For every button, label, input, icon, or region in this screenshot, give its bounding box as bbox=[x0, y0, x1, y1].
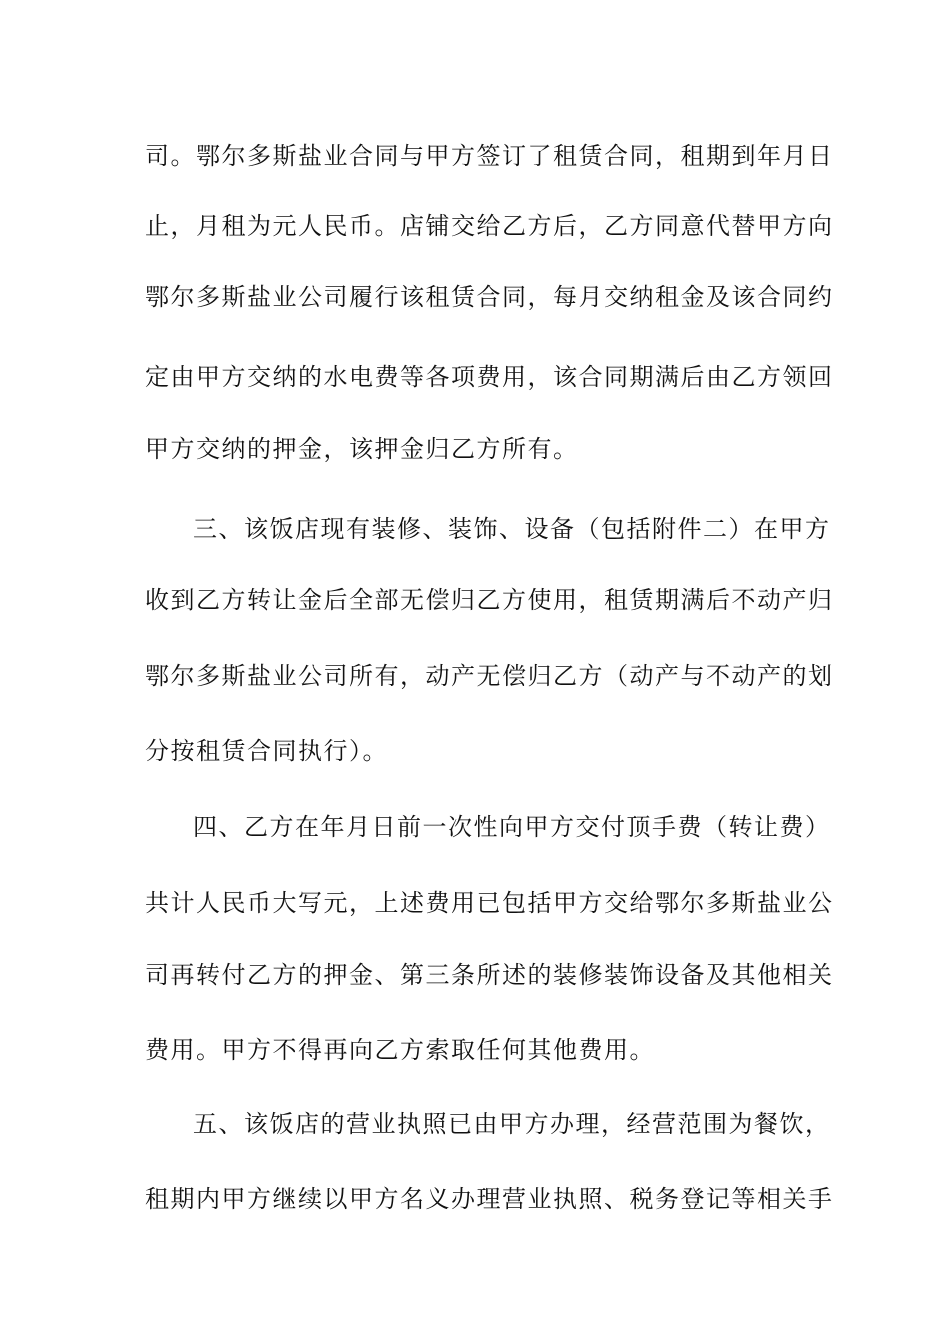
text-line: 司再转付乙方的押金、第三条所述的装修装饰设备及其他相关 bbox=[145, 961, 834, 989]
paragraph-start-line: 五、该饭店的营业执照已由甲方办理，经营范围为餐饮， bbox=[193, 1110, 831, 1138]
text-line: 共计人民币大写元，上述费用已包括甲方交给鄂尔多斯盐业公 bbox=[145, 889, 834, 917]
paragraph-start-line: 三、该饭店现有装修、装饰、设备（包括附件二）在甲方 bbox=[193, 515, 831, 543]
text-line: 甲方交纳的押金，该押金归乙方所有。 bbox=[145, 435, 579, 463]
paragraph-start-line: 四、乙方在年月日前一次性向甲方交付顶手费（转让费） bbox=[193, 813, 831, 841]
text-line: 司。鄂尔多斯盐业合同与甲方签订了租赁合同，租期到年月日 bbox=[145, 142, 834, 170]
text-line: 租期内甲方继续以甲方名义办理营业执照、税务登记等相关手 bbox=[145, 1185, 834, 1213]
text-line: 费用。甲方不得再向乙方索取任何其他费用。 bbox=[145, 1036, 655, 1064]
text-line: 定由甲方交纳的水电费等各项费用，该合同期满后由乙方领回 bbox=[145, 363, 834, 391]
text-line: 鄂尔多斯盐业公司履行该租赁合同，每月交纳租金及该合同约 bbox=[145, 283, 834, 311]
text-line: 分按租赁合同执行）。 bbox=[145, 737, 388, 765]
text-line: 止，月租为元人民币。店铺交给乙方后，乙方同意代替甲方向 bbox=[145, 212, 834, 240]
text-line: 收到乙方转让金后全部无偿归乙方使用，租赁期满后不动产归 bbox=[145, 586, 834, 614]
text-line: 鄂尔多斯盐业公司所有，动产无偿归乙方（动产与不动产的划 bbox=[145, 662, 834, 690]
